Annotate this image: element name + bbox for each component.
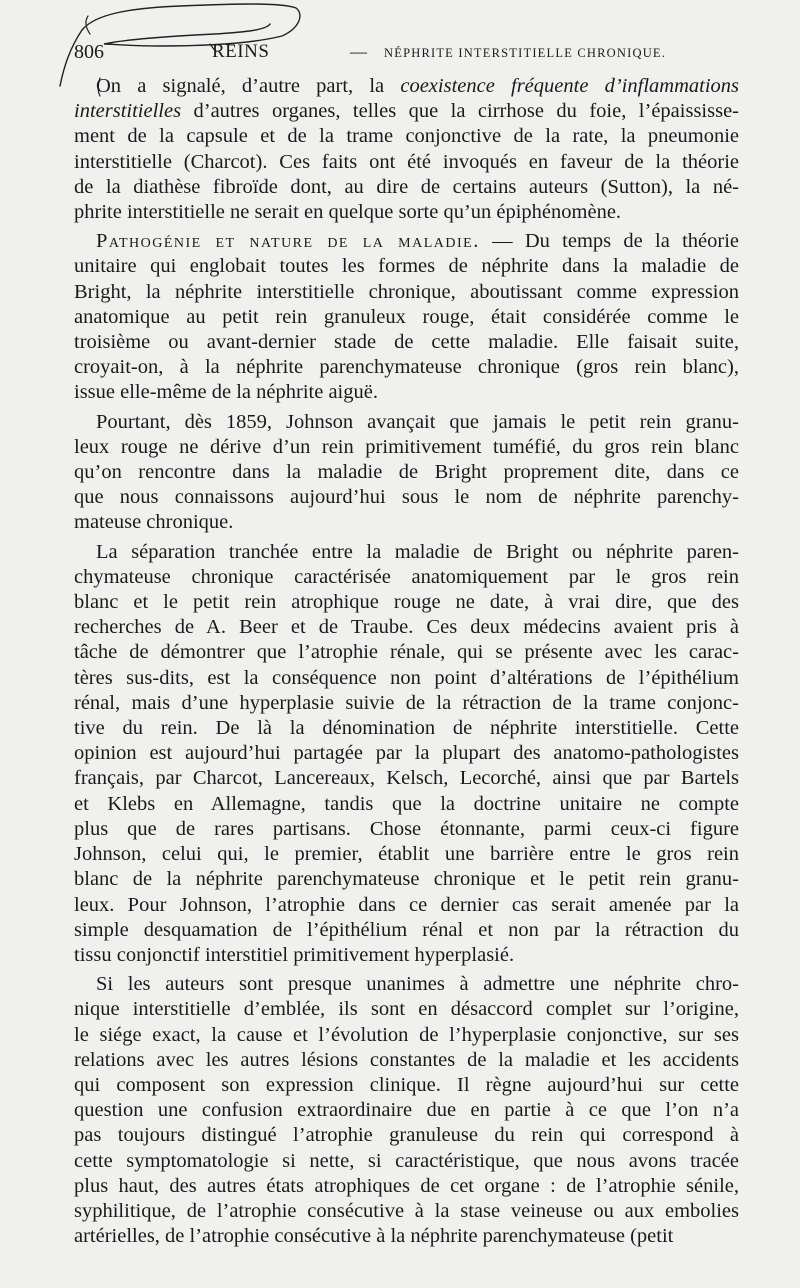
text-line (74, 355, 739, 380)
text-line (74, 280, 739, 305)
text-line (74, 918, 739, 943)
text-line (74, 1174, 739, 1199)
text-segment: blanc et le petit rein atrophique rouge ne date, à vrai dire, que des (74, 591, 739, 614)
paragraph (74, 229, 739, 405)
text-line (74, 590, 739, 615)
text-segment: mateuse chronique. (74, 511, 234, 534)
text-line (74, 1199, 739, 1224)
text-line (74, 435, 739, 460)
text-line (74, 1149, 739, 1174)
text-line (74, 175, 739, 200)
text-line (74, 1073, 739, 1098)
paragraph (74, 74, 739, 225)
text-segment: leux. Pour Johnson, l’atrophie dans ce dernier cas serait amenée par la (74, 893, 739, 916)
text-line (74, 410, 739, 435)
text-segment: tissu conjonctif interstitiel primitivement hyperplasié. (74, 943, 515, 966)
text-line (74, 1048, 739, 1073)
text-line (74, 254, 739, 279)
text-line (74, 972, 739, 997)
text-segment: phrite interstitielle ne serait en quelque sorte qu’un épiphénomène. (74, 201, 622, 224)
text-line (74, 1123, 739, 1148)
text-line (74, 867, 739, 892)
text-segment: chymateuse chronique caractérisée anatomiquement par le gros rein (74, 565, 739, 588)
text-line (74, 460, 739, 485)
text-line (74, 1224, 739, 1249)
text-line (74, 124, 739, 149)
text-segment: plus que de rares partisans. Chose étonnante, parmi ceux-ci figure (74, 817, 739, 840)
paragraph (74, 410, 739, 536)
text-segment: anatomique au petit rein granuleux rouge, était considérée comme le (74, 305, 739, 328)
text-segment: Johnson, celui qui, le premier, établit une barrière entre le gros rein (74, 843, 739, 866)
text-segment: question une confusion extraordinaire due en partie à ce que l’on n’a (74, 1099, 739, 1122)
running-head-separator: — (350, 42, 367, 61)
text-segment: croyait-on, à la néphrite parenchymateuse chronique (gros rein blanc), (74, 356, 739, 379)
page-number: 806 (74, 41, 104, 63)
text-line (74, 200, 739, 225)
text-line (74, 380, 739, 405)
text-segment: de la diathèse fibroïde dont, au dire de certains auteurs (Sutton), la né- (74, 175, 739, 198)
text-line (74, 1098, 739, 1123)
text-segment: relations avec les autres lésions constantes de la maladie et les accidents (74, 1048, 739, 1071)
text-line (74, 1023, 739, 1048)
text-segment: que nous connaissons aujourd’hui sous le nom de néphrite parenchy- (74, 486, 739, 509)
paragraph (74, 540, 739, 968)
body-text (74, 74, 739, 1249)
text-line (74, 943, 739, 968)
text-segment: interstitielles (74, 100, 182, 123)
running-head-title: REINS (212, 41, 270, 62)
text-segment: recherches de A. Beer et de Traube. Ces deux médecins avaient pris à (74, 616, 739, 639)
text-segment: Si les auteurs sont presque unanimes à admettre une néphrite chro- (96, 973, 739, 996)
text-line (74, 565, 739, 590)
text-segment: blanc de la néphrite parenchymateuse chronique et le petit rein granu- (74, 868, 739, 891)
text-line (74, 792, 739, 817)
text-line (74, 741, 739, 766)
text-line (74, 229, 739, 254)
text-line (74, 766, 739, 791)
text-segment: qu’on rencontre dans la maladie de Bright proprement dite, dans ce (74, 461, 739, 484)
text-line (74, 510, 739, 535)
text-segment: tive du rein. De là la dénomination de néphrite interstitielle. Cette (74, 717, 739, 740)
text-segment: français, par Charcot, Lancereaux, Kelsch, Lecorché, ainsi que par Bartels (74, 767, 739, 790)
text-line (74, 640, 739, 665)
text-line (74, 615, 739, 640)
text-line (74, 485, 739, 510)
text-segment: tères sus-dits, est la conséquence non point d’altérations de l’épithélium (74, 666, 739, 689)
text-segment: le siége exact, la cause et l’évolution de l’hyperplasie conjonctive, sur ses (74, 1023, 739, 1046)
text-line (74, 99, 739, 124)
text-segment: coexistence fréquente d’inflammations (400, 75, 739, 97)
text-line (74, 893, 739, 918)
paragraph (74, 972, 739, 1249)
text-line (74, 817, 739, 842)
running-head-subtitle: NÉPHRITE INTERSTITIELLE CHRONIQUE. (384, 46, 667, 60)
text-line (74, 691, 739, 716)
text-segment: On a signalé, d’autre part, la (96, 75, 401, 97)
text-line (74, 666, 739, 691)
text-line (74, 74, 739, 99)
text-line (74, 305, 739, 330)
text-segment: cette symptomatologie si nette, si caractéristique, que nous avons tracée (74, 1149, 739, 1172)
text-line (74, 540, 739, 565)
text-segment: opinion est aujourd’hui partagée par la plupart des anatomo-pathologistes (74, 742, 739, 765)
text-line (74, 842, 739, 867)
text-segment: d’autres organes, telles que la cirrhose du foie, l’épaississe- (181, 100, 739, 123)
text-segment: syphilitique, de l’atrophie consécutive à la stase veineuse ou aux embolies (74, 1199, 739, 1222)
text-segment: rénal, mais d’une hyperplasie suivie de la rétraction de la trame conjonc- (74, 691, 739, 714)
text-segment: ment de la capsule et de la trame conjonctive de la rate, la pneumonie (74, 125, 739, 148)
text-segment: artérielles, de l’atrophie consécutive à la néphrite parenchymateuse (petit (74, 1225, 674, 1248)
text-segment: La séparation tranchée entre la maladie de Bright ou néphrite paren- (96, 540, 739, 563)
text-segment: tâche de démontrer que l’atrophie rénale, qui se présente avec les carac- (74, 641, 739, 664)
running-head (74, 38, 744, 66)
text-segment: Pourtant, dès 1859, Johnson avançait que jamais le petit rein granu- (96, 410, 739, 433)
text-segment: unitaire qui englobait toutes les formes de néphrite dans la maladie de (74, 255, 739, 278)
text-line (74, 716, 739, 741)
text-segment: leux rouge ne dérive d’un rein primitivement tuméfié, du gros rein blanc (74, 435, 739, 458)
text-segment: issue elle-même de la néphrite aiguë. (74, 381, 378, 404)
text-segment: Bright, la néphrite interstitielle chronique, aboutissant comme expression (74, 280, 739, 303)
text-segment: qui composent son expression clinique. Il règne aujourd’hui sur cette (74, 1073, 739, 1096)
text-segment: pas toujours distingué l’atrophie granuleuse du rein qui correspond à (74, 1124, 739, 1147)
text-segment: nique interstitielle d’emblée, ils sont en désaccord complet sur l’origine, (74, 998, 739, 1021)
text-line (74, 330, 739, 355)
text-segment: simple desquamation de l’épithélium rénal et non par la rétraction du (74, 918, 739, 941)
text-segment: troisième ou avant-dernier stade de cette maladie. Elle faisait suite, (74, 331, 739, 354)
text-line (74, 150, 739, 175)
text-segment: et Klebs en Allemagne, tandis que la doctrine unitaire ne compte (74, 792, 739, 815)
text-segment: plus haut, des autres états atrophiques de cet organe : de l’atrophie sénile, (74, 1174, 739, 1197)
text-segment: interstitielle (Charcot). Ces faits ont été invoqués en faveur de la théorie (74, 150, 739, 173)
text-segment: — Du temps de la théorie (479, 230, 739, 253)
text-line (74, 997, 739, 1022)
section-heading: Pathogénie et nature de la maladie. (96, 230, 480, 253)
